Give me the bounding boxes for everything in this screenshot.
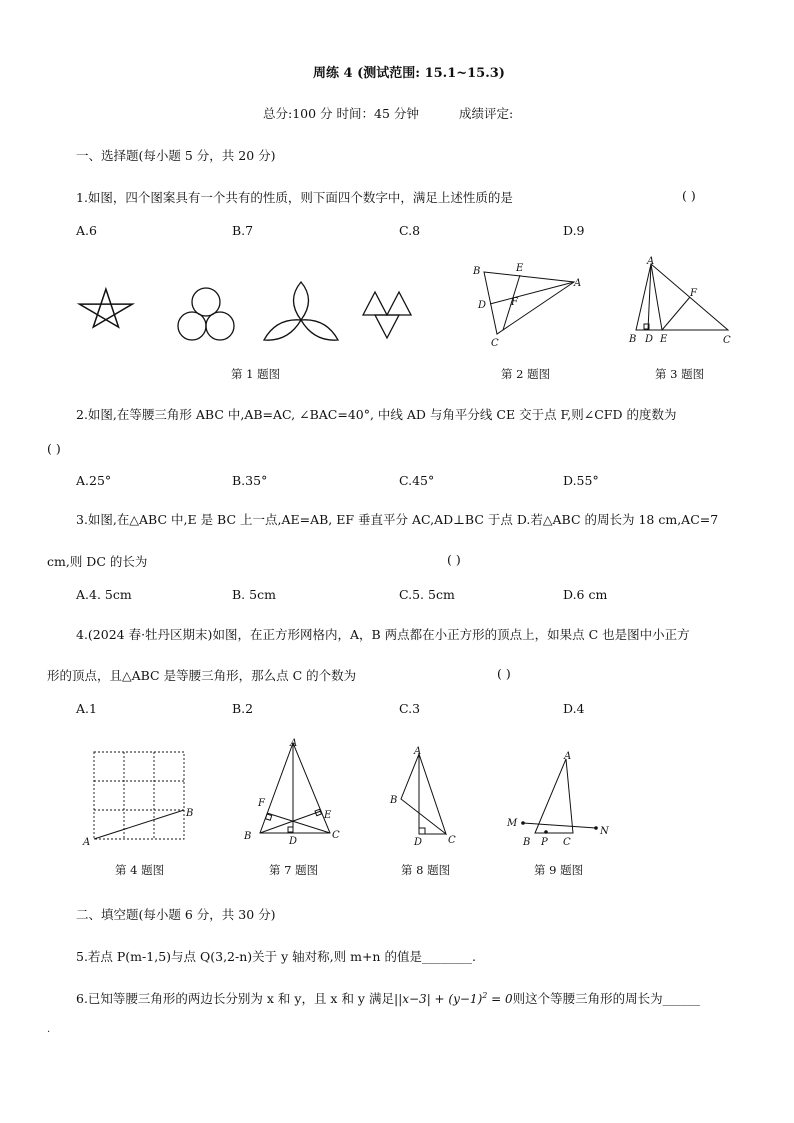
q4-stem: 4.(2024 春·牡丹区期末)如图，在正方形网格内，A，B 两点都在小正方形的顶点上，如果点 C 也是图中小正方 (76, 627, 690, 642)
fig4-label-a: A (83, 837, 91, 848)
fig3-label-b: B (629, 334, 637, 345)
q1-answer-blank: ( ) (682, 188, 696, 203)
figure-2-diagram (468, 258, 588, 350)
q1-option-b: B.7 (232, 223, 254, 238)
fig7-label-e: E (324, 810, 332, 821)
three-petals-shape (264, 282, 338, 340)
q2-stem: 2.如图,在等腰三角形 ABC 中,AB=AC, ∠BAC=40°, 中线 AD 与角平分线 CE 交于点 F,则∠CFD 的度数为 (76, 407, 677, 422)
q1-option-d: D.9 (563, 223, 585, 238)
q4-answer-blank: ( ) (497, 666, 511, 681)
caption-fig1: 第 1 题图 (231, 367, 281, 381)
caption-fig7: 第 7 题图 (269, 863, 319, 877)
fig9-label-b: B (523, 837, 531, 847)
q6-trailer-dot: . (47, 1024, 51, 1035)
q4-stem-cont: 形的顶点，且△ABC 是等腰三角形，那么点 C 的个数为 (47, 668, 357, 683)
q3-stem-cont: cm,则 DC 的长为 (47, 554, 148, 569)
q3-option-d: D.6 cm (563, 587, 608, 602)
page-title: 周练 4 (测试范围: 15.1~15.3) (313, 66, 505, 81)
fig3-label-c: C (723, 335, 731, 346)
fig8-label-d: D (414, 837, 423, 846)
three-triangles-shape (363, 292, 411, 338)
figure-8-diagram (386, 742, 466, 846)
q1-stem: 1.如图，四个图案具有一个共有的性质，则下面四个数字中，满足上述性质的是 (76, 190, 513, 205)
q3-option-c: C.5. 5cm (399, 587, 455, 602)
fig3-label-f: F (690, 288, 697, 299)
fig9-label-c: C (563, 837, 571, 847)
fig2-label-f: F (511, 297, 518, 308)
section2-heading: 二、填空题(每小题 6 分，共 30 分) (76, 907, 276, 922)
figure-3-diagram (626, 254, 738, 348)
caption-fig4: 第 4 题图 (115, 863, 165, 877)
fig9-label-n: N (600, 826, 609, 837)
fig9-label-a: A (564, 751, 572, 762)
figure-7-diagram (240, 735, 348, 845)
q3-answer-blank: ( ) (447, 552, 461, 567)
figure-4-grid (80, 748, 198, 848)
section1-heading: 一、选择题(每小题 5 分，共 20 分) (76, 148, 276, 163)
q1-option-a: A.6 (76, 223, 97, 238)
q6-stem-b: 则这个等腰三角形的周长为______ (512, 991, 701, 1006)
fig2-label-e: E (516, 263, 524, 274)
fig2-label-b: B (473, 266, 481, 277)
q4-option-b: B.2 (232, 701, 254, 716)
fig9-label-m: M (507, 818, 518, 829)
figure-9-diagram (503, 745, 615, 847)
fig8-label-a: A (414, 746, 422, 757)
q4-option-d: D.4 (563, 701, 585, 716)
fig2-label-a: A (574, 278, 582, 289)
q5-stem: 5.若点 P(m-1,5)与点 Q(3,2-n)关于 y 轴对称,则 m+n 的值是________. (76, 949, 476, 964)
q2-option-a: A.25° (76, 473, 112, 488)
q2-option-c: C.45° (399, 473, 435, 488)
fig7-label-b: B (244, 831, 252, 842)
figure-1-patterns (76, 280, 426, 355)
q2-option-b: B.35° (232, 473, 268, 488)
fig8-label-b: B (390, 795, 398, 806)
grade-label: 成绩评定: (459, 106, 514, 121)
q6-stem (76, 989, 700, 1007)
q3-option-b: B. 5cm (232, 587, 276, 602)
fig2-label-c: C (491, 338, 499, 349)
fig7-label-c: C (332, 830, 340, 841)
fig7-label-a: A (290, 738, 298, 749)
q4-option-a: A.1 (76, 701, 97, 716)
caption-fig2: 第 2 题图 (501, 367, 551, 381)
fig3-label-e: E (660, 334, 668, 345)
caption-fig3: 第 3 题图 (655, 367, 705, 381)
q1-option-c: C.8 (399, 223, 421, 238)
q6-stem-a: 6.已知等腰三角形的两边长分别为 x 和 y，且 x 和 y 满足| (76, 991, 399, 1006)
fig9-label-p: P (541, 837, 548, 847)
score-time-line: 总分:100 分 时间：45 分钟 (263, 106, 419, 121)
fig7-label-f: F (258, 798, 265, 809)
q3-option-a: A.4. 5cm (76, 587, 132, 602)
fig3-label-a: A (647, 256, 655, 267)
three-circles-shape (178, 288, 234, 340)
fig2-label-d: D (478, 300, 487, 311)
fig3-label-d: D (645, 334, 654, 345)
q6-equation: $|x-3| + (y-1)^2 = 0$ (398, 991, 513, 1006)
fig8-label-c: C (448, 835, 456, 846)
q3-stem: 3.如图,在△ABC 中,E 是 BC 上一点,AE=AB, EF 垂直平分 AC,AD⊥BC 于点 D.若△ABC 的周长为 18 cm,AC=7 (76, 512, 719, 527)
caption-fig9: 第 9 题图 (534, 863, 584, 877)
q2-option-d: D.55° (563, 473, 599, 488)
q2-answer-blank: ( ) (47, 441, 61, 456)
q4-option-c: C.3 (399, 701, 421, 716)
star-shape (79, 289, 132, 327)
fig7-label-d: D (289, 836, 298, 845)
fig4-label-b: B (186, 808, 194, 819)
caption-fig8: 第 8 题图 (401, 863, 451, 877)
